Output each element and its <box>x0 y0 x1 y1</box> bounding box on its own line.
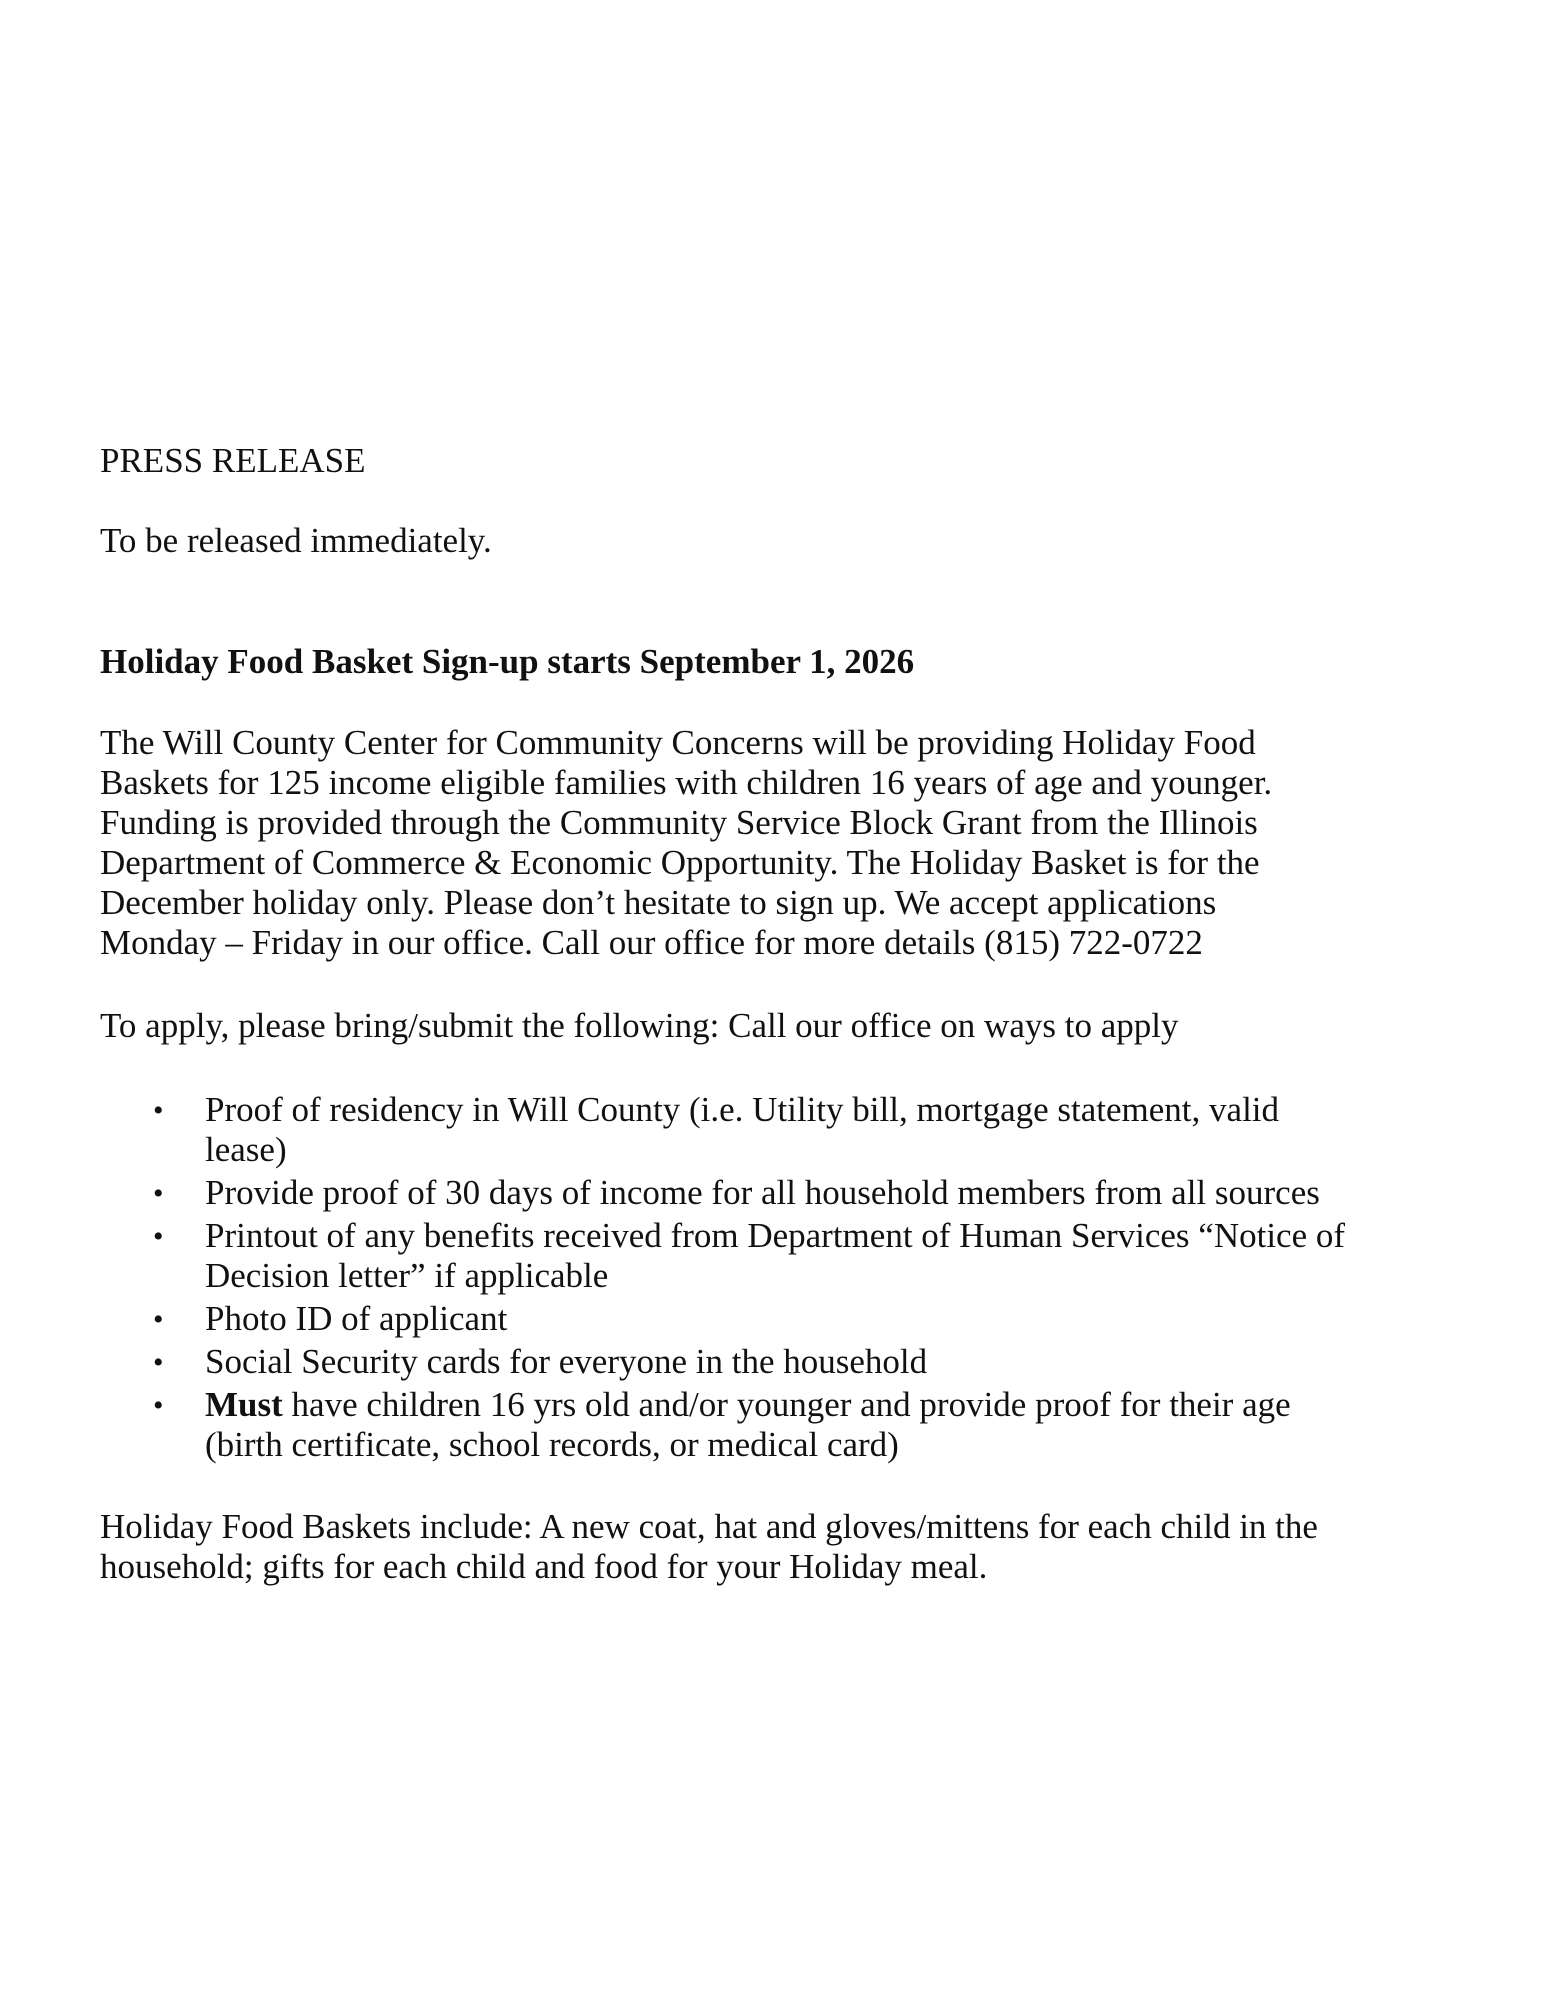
list-item-line: Provide proof of 30 days of income for all household members from all sources <box>205 1173 1320 1212</box>
list-item-line: Social Security cards for everyone in the household <box>205 1342 928 1381</box>
list-item <box>100 1342 1400 1382</box>
list-item-line: Printout of any benefits received from Department of Human Services “Notice of <box>205 1216 1346 1255</box>
includes-paragraph <box>100 1507 1400 1587</box>
body-line: December holiday only. Please don’t hesitate to sign up. We accept applications <box>100 883 1217 922</box>
release-note: To be released immediately. <box>100 521 492 560</box>
list-item <box>100 1173 1400 1213</box>
body-line: The Will County Center for Community Concerns will be providing Holiday Food <box>100 723 1256 762</box>
includes-line: household; gifts for each child and food for your Holiday meal. <box>100 1547 988 1586</box>
list-item <box>100 1216 1400 1296</box>
bullet-icon: • <box>153 1303 164 1336</box>
list-item-line: (birth certificate, school records, or medical card) <box>205 1425 899 1464</box>
body-paragraph <box>100 723 1400 963</box>
headline: Holiday Food Basket Sign-up starts September 1, 2026 <box>100 642 915 681</box>
list-item <box>100 1299 1400 1339</box>
list-item-line: Proof of residency in Will County (i.e. Utility bill, mortgage statement, valid <box>205 1090 1280 1129</box>
list-item-line: Decision letter” if applicable <box>205 1256 609 1295</box>
apply-intro: To apply, please bring/submit the following: Call our office on ways to apply <box>100 1006 1179 1045</box>
body-line: Baskets for 125 income eligible families with children 16 years of age and younger. <box>100 763 1273 802</box>
body-line: Department of Commerce & Economic Opportunity. The Holiday Basket is for the <box>100 843 1260 882</box>
list-item-line: Photo ID of applicant <box>205 1299 508 1338</box>
bullet-icon: • <box>153 1177 164 1210</box>
includes-line: Holiday Food Baskets include: A new coat, hat and gloves/mittens for each child in the <box>100 1507 1318 1546</box>
body-line: Monday – Friday in our office. Call our office for more details (815) 722-0722 <box>100 923 1203 962</box>
list-item <box>100 1090 1400 1170</box>
list-item <box>100 1385 1400 1465</box>
press-release-label: PRESS RELEASE <box>100 441 366 480</box>
list-item-line: lease) <box>205 1130 287 1169</box>
body-line: Funding is provided through the Community Service Block Grant from the Illinois <box>100 803 1258 842</box>
bullet-icon: • <box>153 1389 164 1422</box>
emphasis-must: Must <box>205 1385 283 1424</box>
bullet-icon: • <box>153 1094 164 1127</box>
bullet-icon: • <box>153 1220 164 1253</box>
bullet-icon: • <box>153 1346 164 1379</box>
list-item-line <box>205 1385 1400 1425</box>
list-item-text: have children 16 yrs old and/or younger and provide proof for their age <box>282 1385 1291 1424</box>
requirements-list <box>100 1090 1400 1468</box>
